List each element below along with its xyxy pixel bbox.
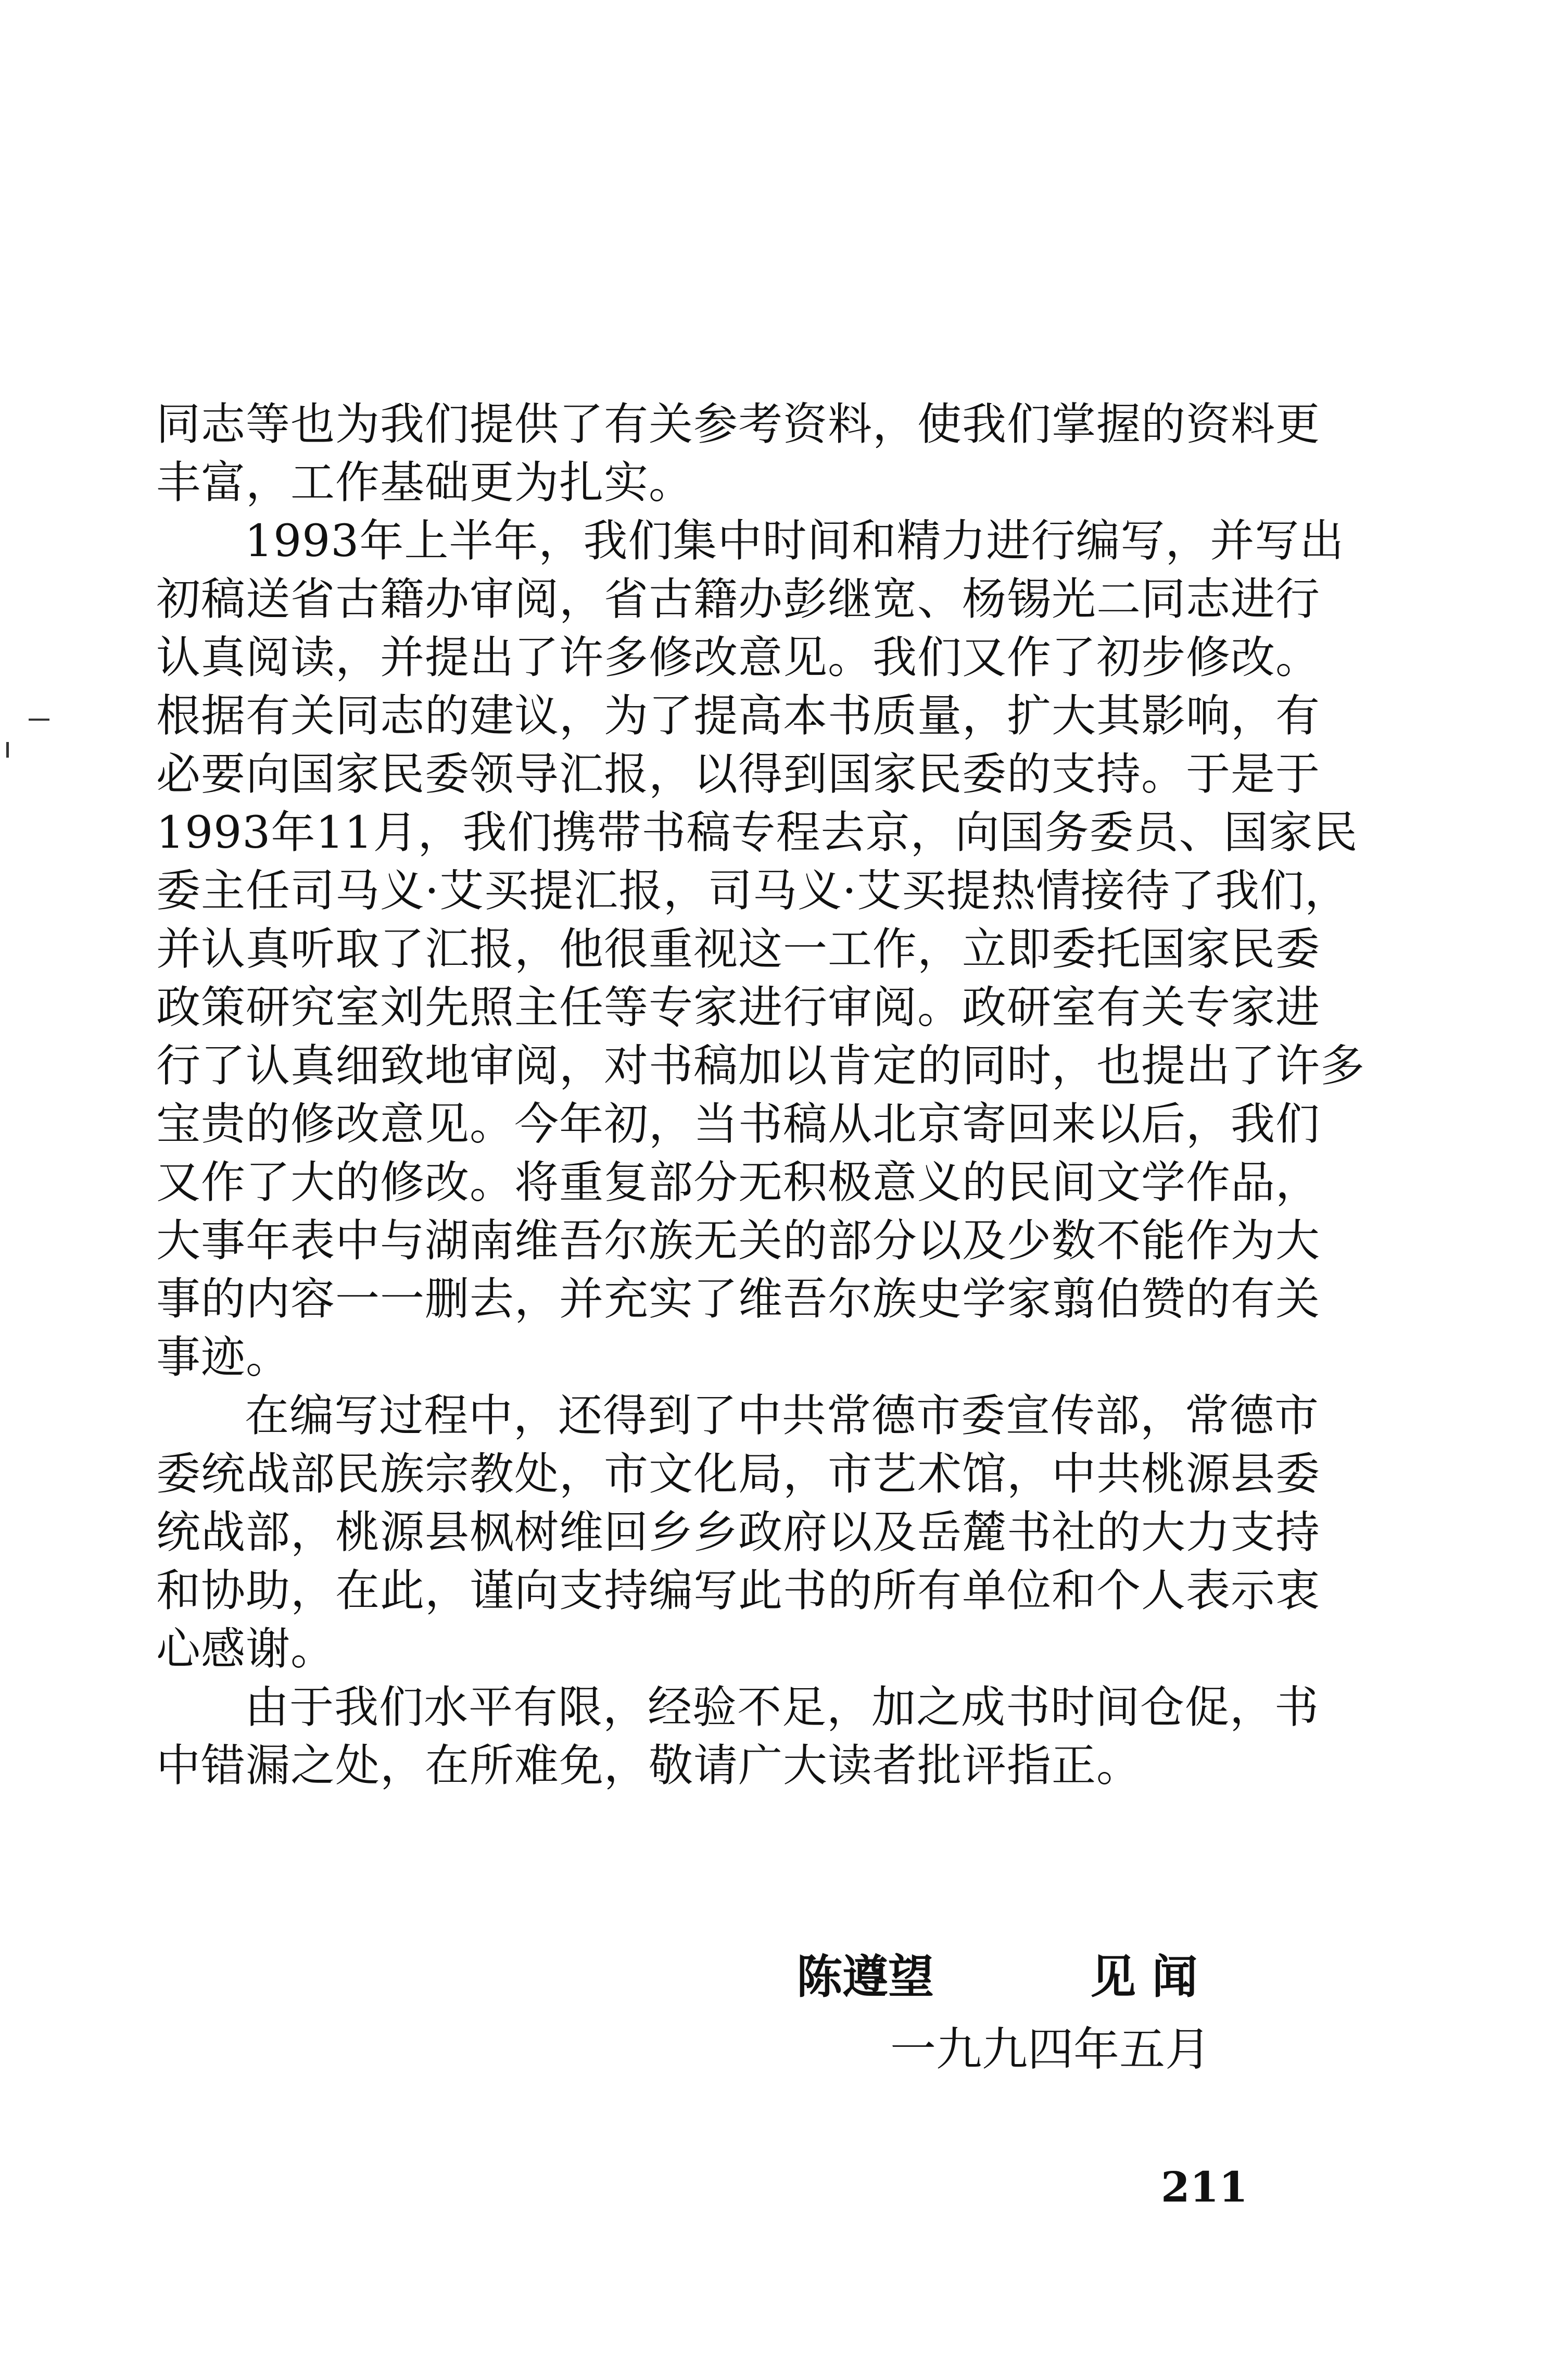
text-line: 中错漏之处，在所难免，敬请广大读者批评指正。 — [156, 1740, 1142, 1792]
date-line: 一九九四年五月 — [890, 2022, 1211, 2076]
scan-artifact — [29, 719, 49, 721]
text-line: 初稿送省古籍办审阅，省古籍办彭继宽、杨锡光二同志进行 — [156, 574, 1321, 625]
scan-artifact — [6, 742, 9, 758]
paragraph — [156, 512, 1365, 1387]
text-line: 必要向国家民委领导汇报，以得到国家民委的支持。于是于 — [156, 749, 1321, 800]
text-line: 根据有关同志的建议，为了提高本书质量，扩大其影响，有 — [156, 690, 1321, 742]
text-line: 在编写过程中，还得到了中共常德市委宣传部，常德市 — [245, 1390, 1320, 1442]
text-line: 事的内容一一删去，并充实了维吾尔族史学家翦伯赞的有关 — [156, 1274, 1321, 1325]
text-line: 统战部，桃源县枫树维回乡乡政府以及岳麓书社的大力支持 — [156, 1507, 1321, 1558]
author-name-1: 陈遵望 — [796, 1950, 934, 2004]
text-line: 政策研究室刘先照主任等专家进行审阅。政研室有关专家进 — [156, 982, 1321, 1034]
text-line: 委统战部民族宗教处，市文化局，市艺术馆，中共桃源县委 — [156, 1449, 1321, 1500]
text-line: 同志等也为我们提供了有关参考资料，使我们掌握的资料更 — [156, 399, 1321, 450]
text-line: 委主任司马义·艾买提汇报，司马义·艾买提热情接待了我们， — [156, 865, 1350, 917]
text-line: 行了认真细致地审阅，对书稿加以肯定的同时，也提出了许多 — [156, 1040, 1365, 1092]
paragraph — [156, 1679, 1320, 1795]
author-name-2: 见 闻 — [1090, 1950, 1198, 2004]
page-number: 211 — [1161, 2162, 1248, 2211]
body-text — [156, 396, 1365, 1795]
text-line: 1993年上半年，我们集中时间和精力进行编写，并写出 — [245, 515, 1345, 567]
text-line: 认真阅读，并提出了许多修改意见。我们又作了初步修改。 — [156, 632, 1321, 684]
text-line: 宝贵的修改意见。今年初，当书稿从北京寄回来以后，我们 — [156, 1099, 1321, 1150]
text-line: 和协助，在此，谨向支持编写此书的所有单位和个人表示衷 — [156, 1565, 1321, 1617]
text-line: 丰富，工作基础更为扎实。 — [156, 457, 694, 509]
text-line: 1993年11月，我们携带书稿专程去京，向国务委员、国家民 — [156, 807, 1358, 859]
paragraph — [156, 396, 1321, 512]
text-line: 并认真听取了汇报，他很重视这一工作，立即委托国家民委 — [156, 924, 1321, 975]
text-line: 由于我们水平有限，经验不足，加之成书时间仓促，书 — [245, 1682, 1320, 1733]
text-line: 又作了大的修改。将重复部分无积极意义的民间文学作品， — [156, 1157, 1321, 1209]
text-line: 事迹。 — [156, 1332, 291, 1384]
text-line: 大事年表中与湖南维吾尔族无关的部分以及少数不能作为大 — [156, 1215, 1321, 1267]
signature-line — [796, 1947, 1198, 2006]
paragraph — [156, 1387, 1321, 1679]
text-line: 心感谢。 — [156, 1624, 336, 1675]
